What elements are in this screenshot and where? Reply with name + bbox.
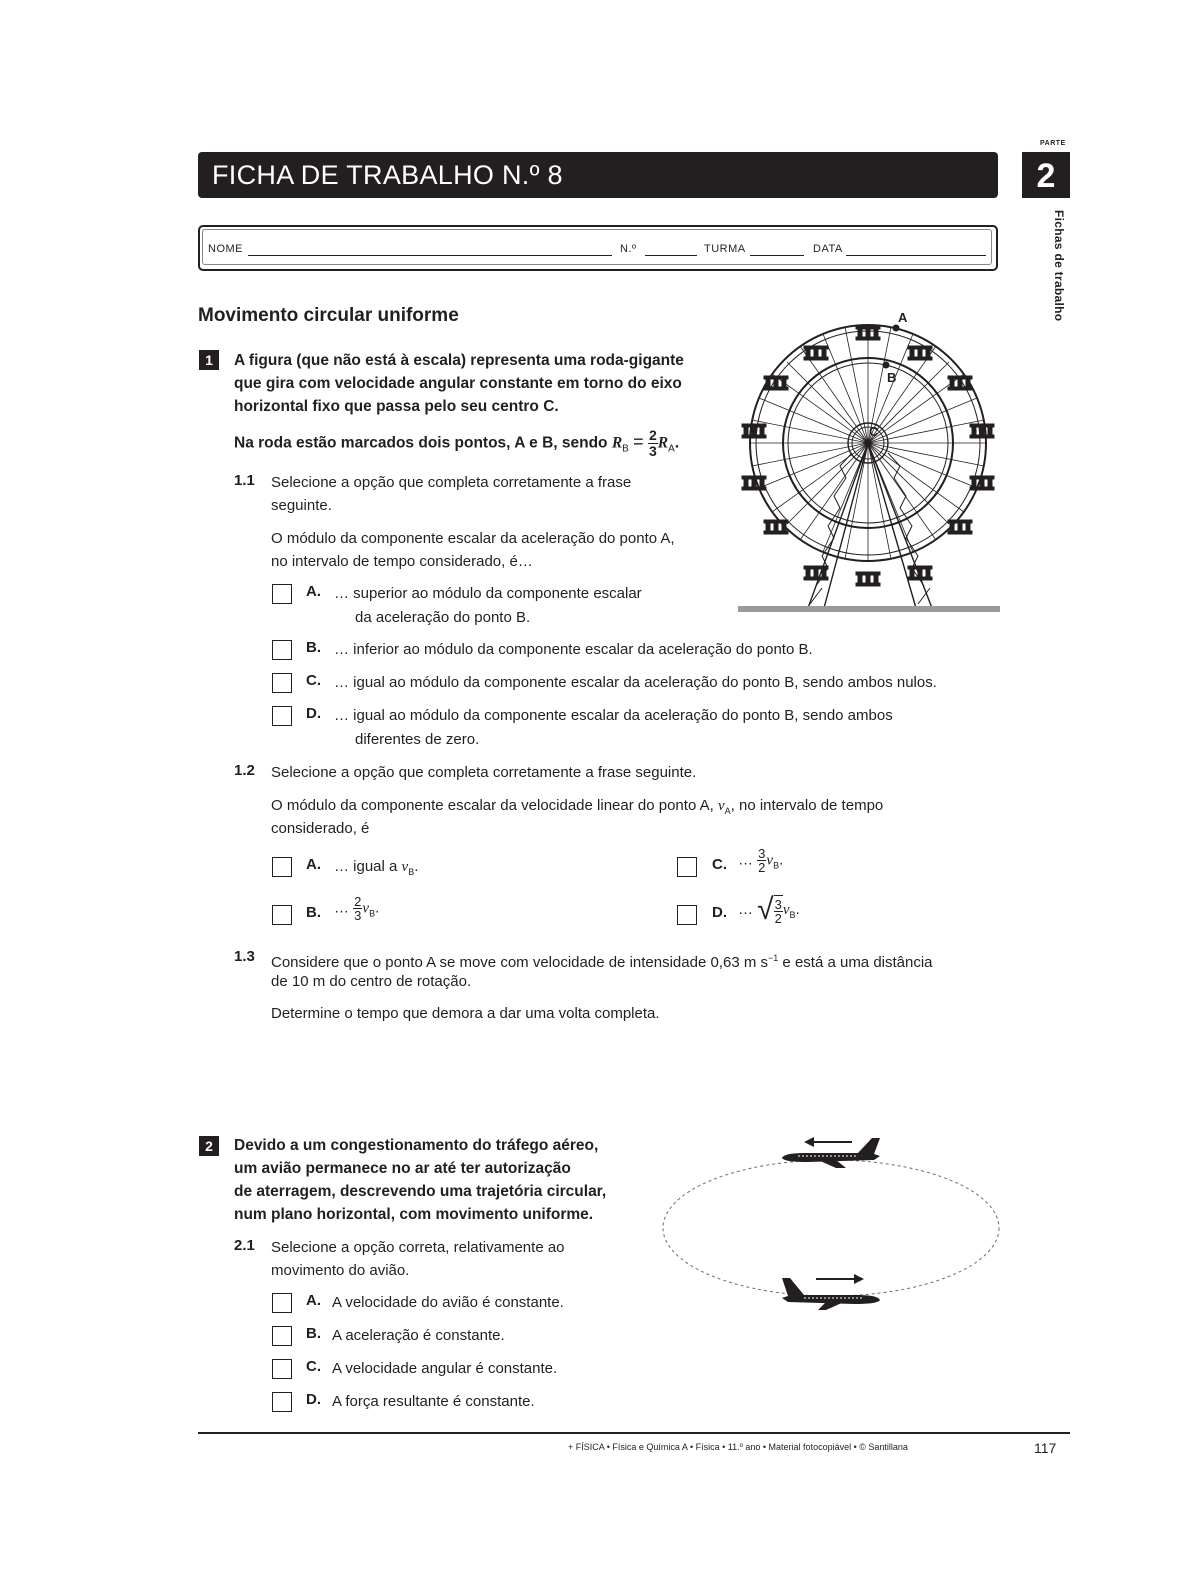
q1-2-stem-post: , no intervalo de tempo bbox=[730, 797, 884, 814]
q1-2-option-d-checkbox[interactable] bbox=[677, 905, 697, 925]
q1-2-option-a-text bbox=[334, 855, 418, 884]
q1-1-option-a-letter: A. bbox=[306, 583, 321, 600]
ra-symbol: R bbox=[657, 434, 669, 452]
q1-1-option-b-text: … inferior ao módulo da componente escalar da aceleração do ponto B. bbox=[334, 641, 813, 658]
q1-3-line-2: de 10 m do centro de rotação. bbox=[271, 973, 472, 990]
label-c: C bbox=[869, 424, 879, 439]
vb-subscript: B bbox=[773, 860, 780, 871]
q2-1-option-c-text: A velocidade angular é constante. bbox=[332, 1360, 558, 1377]
q1-statement-line-3: horizontal fixo que passa pelo seu centro C. bbox=[234, 398, 559, 415]
point-b-dot bbox=[883, 362, 890, 369]
dot: . bbox=[375, 899, 380, 917]
q1-1-option-c-checkbox[interactable] bbox=[272, 673, 292, 693]
rb-subscript: B bbox=[622, 443, 629, 455]
numero-field[interactable] bbox=[645, 255, 697, 256]
q1-1-prompt-line-2: seguinte. bbox=[271, 497, 332, 514]
ground bbox=[738, 606, 1000, 612]
fraction-numerator: 2 bbox=[648, 427, 657, 443]
q2-1-option-c-checkbox[interactable] bbox=[272, 1359, 292, 1379]
option-c-numerator: 3 bbox=[758, 846, 766, 861]
q2-1-option-a-letter: A. bbox=[306, 1292, 321, 1309]
nome-label: NOME bbox=[208, 243, 243, 255]
q1-2-stem-pre: O módulo da componente escalar da velocidade linear do ponto A, bbox=[271, 797, 714, 814]
turma-label: TURMA bbox=[704, 243, 746, 255]
q2-1-option-b-text: A aceleração é constante. bbox=[332, 1327, 505, 1344]
vb-subscript: B bbox=[408, 867, 415, 877]
q2-1-option-b-letter: B. bbox=[306, 1325, 321, 1342]
exponent: −1 bbox=[768, 953, 779, 963]
q2-1-number: 2.1 bbox=[234, 1237, 255, 1254]
q2-1-option-a-checkbox[interactable] bbox=[272, 1293, 292, 1313]
q2-1-option-c-letter: C. bbox=[306, 1358, 321, 1375]
q1-2-stem-line-2: considerado, é bbox=[271, 820, 370, 837]
q2-1-option-d-checkbox[interactable] bbox=[272, 1392, 292, 1412]
q2-1-prompt-line-2: movimento do avião. bbox=[271, 1262, 410, 1279]
q2-1-option-a-text: A velocidade do avião é constante. bbox=[332, 1294, 564, 1311]
q1-1-option-b-letter: B. bbox=[306, 639, 321, 656]
q1-2-option-b-checkbox[interactable] bbox=[272, 905, 292, 925]
q1-2-option-b-letter: B. bbox=[306, 904, 321, 921]
q1-1-option-a-line-2: da aceleração do ponto B. bbox=[355, 609, 531, 626]
sqrt-sign: √ bbox=[757, 893, 774, 926]
option-c-denominator: 2 bbox=[758, 860, 766, 875]
airplane-bottom-icon bbox=[782, 1274, 880, 1310]
q1-3-line-3: Determine o tempo que demora a dar uma volta completa. bbox=[271, 1005, 660, 1022]
period: . bbox=[674, 434, 680, 452]
q2-statement-line-2: um avião permanece no ar até ter autorização bbox=[234, 1160, 571, 1177]
vb-symbol: v bbox=[362, 900, 370, 917]
numero-label: N.º bbox=[620, 243, 637, 255]
ellipsis: … bbox=[738, 900, 753, 918]
q2-statement-line-1: Devido a um congestionamento do tráfego aéreo, bbox=[234, 1137, 599, 1154]
q1-1-stem-line-2: no intervalo de tempo considerado, é… bbox=[271, 553, 533, 570]
q1-2-option-a-letter: A. bbox=[306, 856, 321, 873]
vb-subscript: B bbox=[369, 908, 376, 919]
q1-2-option-d-text bbox=[738, 895, 800, 927]
dot: . bbox=[779, 851, 784, 869]
q1-2-option-c-letter: C. bbox=[712, 856, 727, 873]
q1-1-option-d-checkbox[interactable] bbox=[272, 706, 292, 726]
equals-sign: = bbox=[633, 431, 644, 452]
footer-text: + FÍSICA • Física e Química A • Física • 11.º ano • Material fotocopiável • © Santillana bbox=[568, 1442, 908, 1452]
q1-2-option-d-letter: D. bbox=[712, 904, 727, 921]
q1-3-number: 1.3 bbox=[234, 948, 255, 965]
question-2-number: 2 bbox=[199, 1136, 219, 1156]
q2-1-option-d-text: A força resultante é constante. bbox=[332, 1393, 535, 1410]
part-number: 2 bbox=[1036, 157, 1056, 195]
point-c-dot bbox=[865, 440, 872, 447]
q2-statement-line-3: de aterragem, descrevendo uma trajetória circular, bbox=[234, 1183, 607, 1200]
q1-2-option-c-text bbox=[738, 847, 783, 877]
rb-symbol: R bbox=[611, 434, 623, 452]
q1-1-option-d-line-1: … igual ao módulo da componente escalar da aceleração do ponto B, sendo ambos bbox=[334, 707, 893, 724]
q1-1-option-d-letter: D. bbox=[306, 705, 321, 722]
q1-1-option-a-checkbox[interactable] bbox=[272, 584, 292, 604]
q1-radius-prefix: Na roda estão marcados dois pontos, A e B, sendo bbox=[234, 434, 608, 452]
section-title: Movimento circular uniforme bbox=[198, 305, 459, 326]
data-label: DATA bbox=[813, 243, 843, 255]
q1-2-option-a-checkbox[interactable] bbox=[272, 857, 292, 877]
va-subscript: A bbox=[724, 806, 731, 816]
q1-1-option-c-text: … igual ao módulo da componente escalar da aceleração do ponto B, sendo ambos nulos. bbox=[334, 674, 937, 691]
q1-3-line-1-post: e está a uma distância bbox=[778, 954, 933, 971]
option-b-denominator: 3 bbox=[354, 908, 362, 923]
q1-radius-relation bbox=[234, 428, 679, 461]
nome-field[interactable] bbox=[248, 255, 612, 256]
worksheet-title: FICHA DE TRABALHO N.º 8 bbox=[212, 160, 563, 190]
airplane-top-icon bbox=[782, 1137, 880, 1168]
student-info-inner bbox=[202, 229, 992, 265]
q2-1-option-d-letter: D. bbox=[306, 1391, 321, 1408]
q1-1-option-a-line-1: … superior ao módulo da componente escalar bbox=[334, 585, 642, 602]
option-b-numerator: 2 bbox=[354, 894, 362, 909]
vb-symbol: v bbox=[401, 859, 409, 875]
ra-subscript: A bbox=[668, 443, 675, 455]
vb-symbol: v bbox=[766, 852, 774, 869]
question-1-number: 1 bbox=[199, 350, 219, 370]
data-field[interactable] bbox=[846, 255, 986, 256]
option-d-numerator: 3 bbox=[774, 897, 782, 912]
q1-1-option-d-line-2: diferentes de zero. bbox=[355, 731, 480, 748]
q1-3-line-1-pre: Considere que o ponto A se move com velocidade de intensidade 0,63 m s bbox=[271, 954, 768, 971]
page-number: 117 bbox=[1034, 1440, 1057, 1456]
label-b: B bbox=[887, 370, 897, 385]
option-d-denominator: 2 bbox=[774, 911, 782, 926]
option-d-fraction bbox=[774, 895, 783, 925]
airplane-trajectory-figure bbox=[658, 1130, 1004, 1310]
two-thirds-fraction bbox=[648, 428, 658, 459]
va-symbol: v bbox=[717, 798, 725, 814]
vb-subscript: B bbox=[789, 909, 796, 920]
q2-1-prompt-line-1: Selecione a opção correta, relativamente ao bbox=[271, 1239, 565, 1256]
vb-symbol: v bbox=[782, 901, 790, 918]
q2-1-option-b-checkbox[interactable] bbox=[272, 1326, 292, 1346]
q1-statement-line-1: A figura (que não está à escala) representa uma roda-gigante bbox=[234, 352, 684, 369]
footer-rule bbox=[198, 1432, 1070, 1434]
q1-1-prompt-line-1: Selecione a opção que completa corretamente a frase bbox=[271, 474, 632, 491]
dot: . bbox=[414, 858, 419, 875]
point-a-dot bbox=[893, 325, 900, 332]
vertical-section-label: Fichas de trabalho bbox=[1052, 210, 1066, 322]
dot: . bbox=[795, 900, 800, 918]
fraction-denominator: 3 bbox=[648, 443, 657, 459]
turma-field[interactable] bbox=[750, 255, 804, 256]
q1-2-number: 1.2 bbox=[234, 762, 255, 779]
q1-statement-line-2: que gira com velocidade angular constante em torno do eixo bbox=[234, 375, 682, 392]
q1-2-prompt: Selecione a opção que completa corretamente a frase seguinte. bbox=[271, 764, 697, 781]
part-label: PARTE bbox=[1040, 140, 1066, 147]
q1-1-number: 1.1 bbox=[234, 472, 255, 489]
q1-1-option-b-checkbox[interactable] bbox=[272, 640, 292, 660]
q1-2-option-b-text bbox=[334, 895, 379, 925]
option-a-words: … igual a bbox=[334, 858, 398, 875]
circular-trajectory bbox=[663, 1160, 999, 1296]
q2-statement-line-4: num plano horizontal, com movimento uniforme. bbox=[234, 1206, 594, 1223]
q1-2-option-c-checkbox[interactable] bbox=[677, 857, 697, 877]
q1-1-stem-line-1: O módulo da componente escalar da aceleração do ponto A, bbox=[271, 530, 675, 547]
q1-1-option-c-letter: C. bbox=[306, 672, 321, 689]
label-a: A bbox=[898, 310, 908, 325]
ellipsis: … bbox=[738, 851, 753, 869]
ferris-wheel-figure bbox=[736, 308, 1002, 616]
ellipsis: … bbox=[334, 899, 349, 917]
